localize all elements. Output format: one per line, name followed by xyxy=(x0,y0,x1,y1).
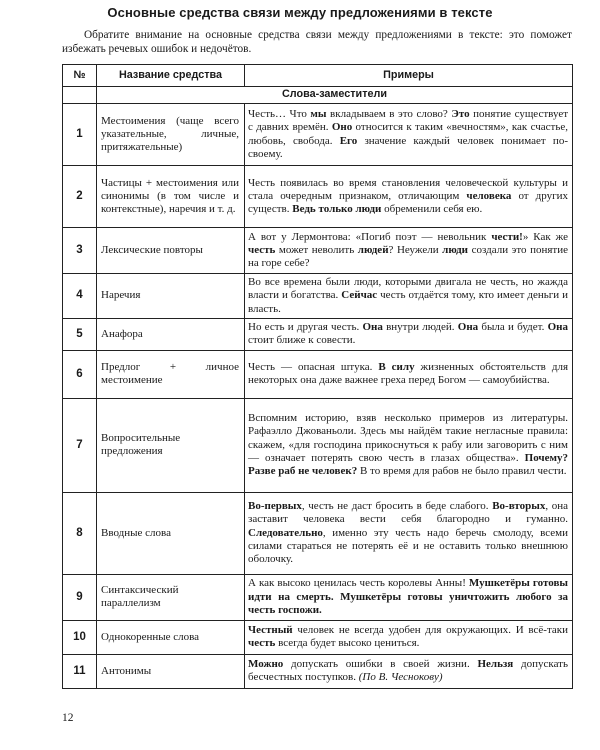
table-row xyxy=(63,574,573,620)
table-row xyxy=(63,228,573,274)
row-example xyxy=(245,104,573,166)
example-segment: вкладываем в это слово? xyxy=(326,107,452,120)
example-bold-segment: Можно xyxy=(248,658,284,671)
row-example xyxy=(245,228,573,274)
example-segment: была и будет. xyxy=(478,321,548,334)
example-bold-segment: Она xyxy=(457,321,479,334)
row-example xyxy=(245,620,573,654)
example-bold-segment: Во-вторых xyxy=(492,500,546,513)
table-row xyxy=(63,166,573,228)
row-means-name: Частицы + местоимения или синонимы (в том числе и контекстные), наречия и т. д. xyxy=(97,166,245,228)
example-segment: , именно эту честь надо беречь смолоду, всеми силами стараться не потерять её и не оставить только внешнюю оболочку. xyxy=(248,526,568,566)
example-bold-segment: Оно xyxy=(331,121,353,134)
example-bold-segment: Следовательно xyxy=(248,526,323,539)
example-bold-segment: Ведь только люди xyxy=(292,203,382,216)
row-example xyxy=(245,274,573,319)
intro-paragraph: Обратите внимание на основные средства связи между предложениями в тексте: это поможет избежать речевых ошибок и недочётов. xyxy=(62,29,572,55)
example-segment: Честь появилась во время становления человеческой культуры и стала очередным признаком, отличающим xyxy=(248,176,568,202)
example-bold-segment: мы xyxy=(310,107,327,120)
example-segment: от других существ. xyxy=(248,189,568,216)
table-row xyxy=(63,104,573,166)
example-segment: внутри людей. xyxy=(382,321,458,334)
row-number: 7 xyxy=(63,398,97,492)
table-header-row xyxy=(63,65,573,87)
row-example xyxy=(245,398,573,492)
row-number: 9 xyxy=(63,574,97,620)
row-means-name: Наречия xyxy=(97,274,245,319)
example-segment: , она заставит человека вести себя благородно и гуманно. xyxy=(248,500,568,526)
row-means-name: Местоимения (чаще всего указательные, личные, притяжательные) xyxy=(97,104,245,166)
example-segment: обременили себя ею. xyxy=(381,203,483,216)
subheader-row xyxy=(63,87,573,104)
example-bold-segment: Мушкетёры готовы идти на смерть. Мушкетёры готовы уничтожить любого за честь госпожи. xyxy=(248,577,568,617)
example-segment: допускать ошибки в своей жизни. xyxy=(283,658,478,671)
table-row xyxy=(63,274,573,319)
example-segment: честь отдаётся тому, кто имеет деньги и власть. xyxy=(248,289,568,315)
row-means-name: Лексические повторы xyxy=(97,228,245,274)
header-num: № xyxy=(63,65,97,87)
example-segment: значение каждый человек понимает по-своему. xyxy=(248,134,568,160)
example-bold-segment: Она xyxy=(547,321,568,334)
example-bold-segment: чести! xyxy=(491,230,523,243)
example-bold-segment: Она xyxy=(362,321,383,334)
example-bold-segment: честь xyxy=(248,637,276,650)
example-segment: , честь не даст бросить в беде слабого. xyxy=(301,500,493,513)
row-number: 4 xyxy=(63,274,97,319)
example-segment: жизненных обстоятельств для некоторых она даже важнее греха перед Богом — самоубийства. xyxy=(248,361,568,387)
example-bold-segment: Во-первых xyxy=(248,500,302,513)
header-name: Название средства xyxy=(97,65,245,87)
row-means-name: Вводные слова xyxy=(97,492,245,574)
example-bold-segment: Его xyxy=(339,134,358,147)
row-number: 5 xyxy=(63,318,97,350)
table-row xyxy=(63,654,573,688)
table-row xyxy=(63,398,573,492)
row-example xyxy=(245,166,573,228)
row-means-name: Анафора xyxy=(97,318,245,350)
example-segment: человек не всегда удобен для окружающих. И всё-таки xyxy=(292,624,568,637)
example-bold-segment: Это xyxy=(451,107,470,120)
example-segment: Честь… Что xyxy=(248,107,311,120)
example-segment: относится к таким «вечностям», как счастье, любовь, свобода. xyxy=(248,121,568,147)
example-bold-segment: честь xyxy=(248,243,276,256)
header-examples: Примеры xyxy=(245,65,573,87)
example-segment: Вспомним историю, взяв несколько примеров из литературы. Рафаэлло Джованьоли. Здесь мы найдём такие негласные правила: скажем, «для господина прикоснуться к рабу или заговорить с ним — означает потерять свою честь в глазах общества». xyxy=(248,412,568,465)
subheader-label: Слова-заместители xyxy=(97,87,573,104)
example-bold-segment: люди xyxy=(442,243,469,256)
row-number: 6 xyxy=(63,350,97,398)
example-bold-segment: Сейчас xyxy=(341,289,378,302)
table-row xyxy=(63,350,573,398)
row-means-name: Синтаксический параллелизм xyxy=(97,574,245,620)
row-number: 1 xyxy=(63,104,97,166)
row-means-name: Предлог + личное местоимение xyxy=(97,350,245,398)
example-bold-segment: В силу xyxy=(378,361,415,374)
example-source: (По В. Чеснокову) xyxy=(358,671,443,684)
row-means-name: Антонимы xyxy=(97,654,245,688)
row-example xyxy=(245,318,573,350)
example-segment: создали это понятие на горе себе? xyxy=(248,243,568,270)
row-example xyxy=(245,654,573,688)
example-segment: Но есть и другая честь. xyxy=(248,321,363,334)
row-example xyxy=(245,574,573,620)
example-segment: В то время для рабов не было правил чести. xyxy=(357,465,567,478)
example-segment: Во все времена были люди, которыми двигала не честь, но жажда власти и богатства. xyxy=(248,276,568,302)
row-means-name: Однокоренные слова xyxy=(97,620,245,654)
row-number: 3 xyxy=(63,228,97,274)
example-bold-segment: Нельзя xyxy=(477,658,514,671)
table-row xyxy=(63,318,573,350)
page-title: Основные средства связи между предложениями в тексте xyxy=(107,5,493,20)
example-segment: ? Неужели xyxy=(388,243,443,256)
example-segment: А как высоко ценилась честь королевы Анны! xyxy=(248,577,469,590)
example-segment: понятие существует с давних времён. xyxy=(248,107,569,134)
example-bold-segment: людей xyxy=(357,243,389,256)
table-row xyxy=(63,492,573,574)
row-number: 10 xyxy=(63,620,97,654)
example-bold-segment: Почему? Разве раб не человек? xyxy=(248,452,568,478)
row-example xyxy=(245,350,573,398)
row-example xyxy=(245,492,573,574)
example-segment: » Как же xyxy=(522,230,568,243)
subheader-empty xyxy=(63,87,97,104)
page-number: 12 xyxy=(62,712,74,724)
example-segment: всегда будет высоко цениться. xyxy=(275,637,420,650)
row-number: 11 xyxy=(63,654,97,688)
example-segment: допускать бесчестных поступков. xyxy=(248,658,568,684)
example-bold-segment: Честный xyxy=(248,624,293,637)
row-number: 2 xyxy=(63,166,97,228)
row-number: 8 xyxy=(63,492,97,574)
row-means-name: Вопросительные предложения xyxy=(97,398,245,492)
means-table xyxy=(62,64,573,689)
example-segment: Честь — опасная штука. xyxy=(248,361,379,374)
table-row xyxy=(63,620,573,654)
example-bold-segment: человека xyxy=(466,189,512,202)
example-segment: А вот у Лермонтова: «Погиб поэт — невольник xyxy=(248,230,492,243)
example-segment: может неволить xyxy=(275,243,358,256)
example-segment: стоит ближе к совести. xyxy=(248,334,356,347)
